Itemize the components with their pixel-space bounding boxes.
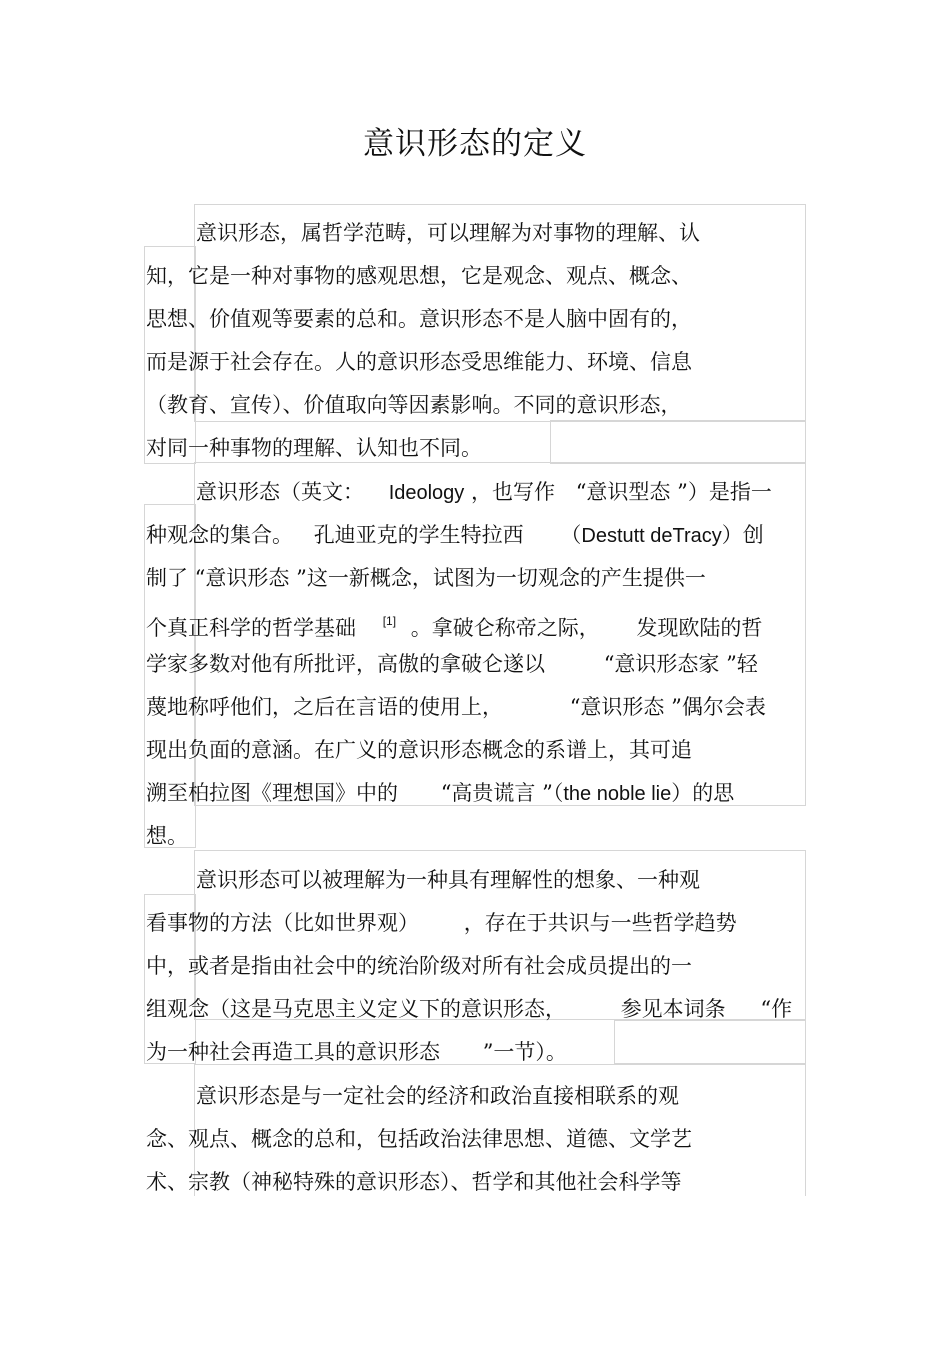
text-run: 参见本词条 — [620, 997, 726, 1021]
paragraph-1-line: 对同一种事物的理解、认知也不同。 — [146, 436, 482, 460]
text-run: “意识形态家 ”轻 — [603, 652, 758, 676]
english-term: Destutt deTracy — [581, 525, 722, 547]
text-run: 为一种社会再造工具的意识形态 — [146, 1040, 440, 1064]
text-run: 个真正科学的哲学基础 — [146, 616, 356, 640]
paragraph-3-line — [146, 908, 737, 938]
text-run: ）创 — [721, 523, 764, 547]
text-run: 看事物的方法（比如世界观） — [146, 911, 419, 935]
text-run: “意识型态 ”）是指一 — [575, 480, 772, 504]
text-run: 溯至柏拉图《理想国》中的 — [146, 781, 398, 805]
text-run: ”一节）。 — [482, 1040, 567, 1064]
text-run: 蔑地称呼他们，之后在言语的使用上， — [146, 695, 503, 719]
paragraph-2-line: 想。 — [146, 824, 188, 848]
text-run: 孔迪亚克的学生特拉西 — [313, 523, 524, 547]
paragraph-4-line: 念、观点、概念的总和，包括政治法律思想、道德、文学艺 — [146, 1127, 692, 1151]
text-run: “意识形态 ”偶尔会表 — [569, 695, 766, 719]
text-run: 组观念（这是马克思主义定义下的意识形态， — [146, 997, 566, 1021]
text-run: 学家多数对他有所批评，高傲的拿破仑遂以 — [146, 652, 545, 676]
text-run: （ — [560, 523, 582, 547]
text-run: 发现欧陆的哲 — [636, 616, 763, 640]
paragraph-2-line: 制了 “意识形态 ”这一新概念，试图为一切观念的产生提供一 — [146, 566, 706, 590]
layout-box — [614, 1020, 806, 1064]
layout-box — [550, 420, 806, 464]
paragraph-1-line: （教育、宣传）、价值取向等因素影响。不同的意识形态， — [146, 393, 682, 417]
english-term: the noble lie — [563, 783, 672, 805]
paragraph-4-line: 术、宗教（神秘特殊的意识形态）、哲学和其他社会科学等 — [146, 1170, 682, 1194]
paragraph-3-line: 中，或者是指由社会中的统治阶级对所有社会成员提出的一 — [146, 954, 692, 978]
paragraph-3-line — [146, 994, 792, 1024]
text-run: ）的思 — [671, 781, 735, 805]
text-run: 意识形态（英文： — [196, 480, 364, 504]
page-title: 意识形态的定义 — [363, 126, 587, 162]
paragraph-4-line: 意识形态是与一定社会的经济和政治直接相联系的观 — [196, 1084, 679, 1108]
citation-marker: [1] — [382, 614, 397, 628]
text-run: “高贵谎言 ”（ — [440, 781, 564, 805]
paragraph-2-line — [146, 606, 762, 643]
english-term: Ideology — [388, 482, 465, 504]
paragraph-2-line — [146, 520, 764, 551]
paragraph-2-line — [146, 692, 766, 722]
text-run: 种观念的集合。 — [146, 523, 293, 547]
text-run: 。拿破仑称帝之际， — [410, 616, 600, 640]
text-run: ，存在于共识与一些哲学趋势 — [463, 911, 737, 935]
paragraph-3-line — [146, 1037, 567, 1067]
paragraph-2-line: 现出负面的意涵。在广义的意识形态概念的系谱上，其可追 — [146, 738, 692, 762]
text-run: ，也写作 — [471, 480, 555, 504]
paragraph-3-line: 意识形态可以被理解为一种具有理解性的想象、一种观 — [196, 868, 700, 892]
paragraph-1-line: 意识形态，属哲学范畴，可以理解为对事物的理解、认 — [196, 221, 700, 245]
paragraph-1-line: 而是源于社会存在。人的意识形态受思维能力、环境、信息 — [146, 350, 692, 374]
paragraph-1-line: 思想、价值观等要素的总和。意识形态不是人脑中固有的， — [146, 307, 692, 331]
paragraph-2-line — [146, 778, 734, 809]
paragraph-2-line — [196, 477, 772, 508]
text-run: “作 — [760, 997, 793, 1021]
paragraph-2-line — [146, 649, 758, 679]
paragraph-1-line: 知，它是一种对事物的感观思想，它是观念、观点、概念、 — [146, 264, 692, 288]
